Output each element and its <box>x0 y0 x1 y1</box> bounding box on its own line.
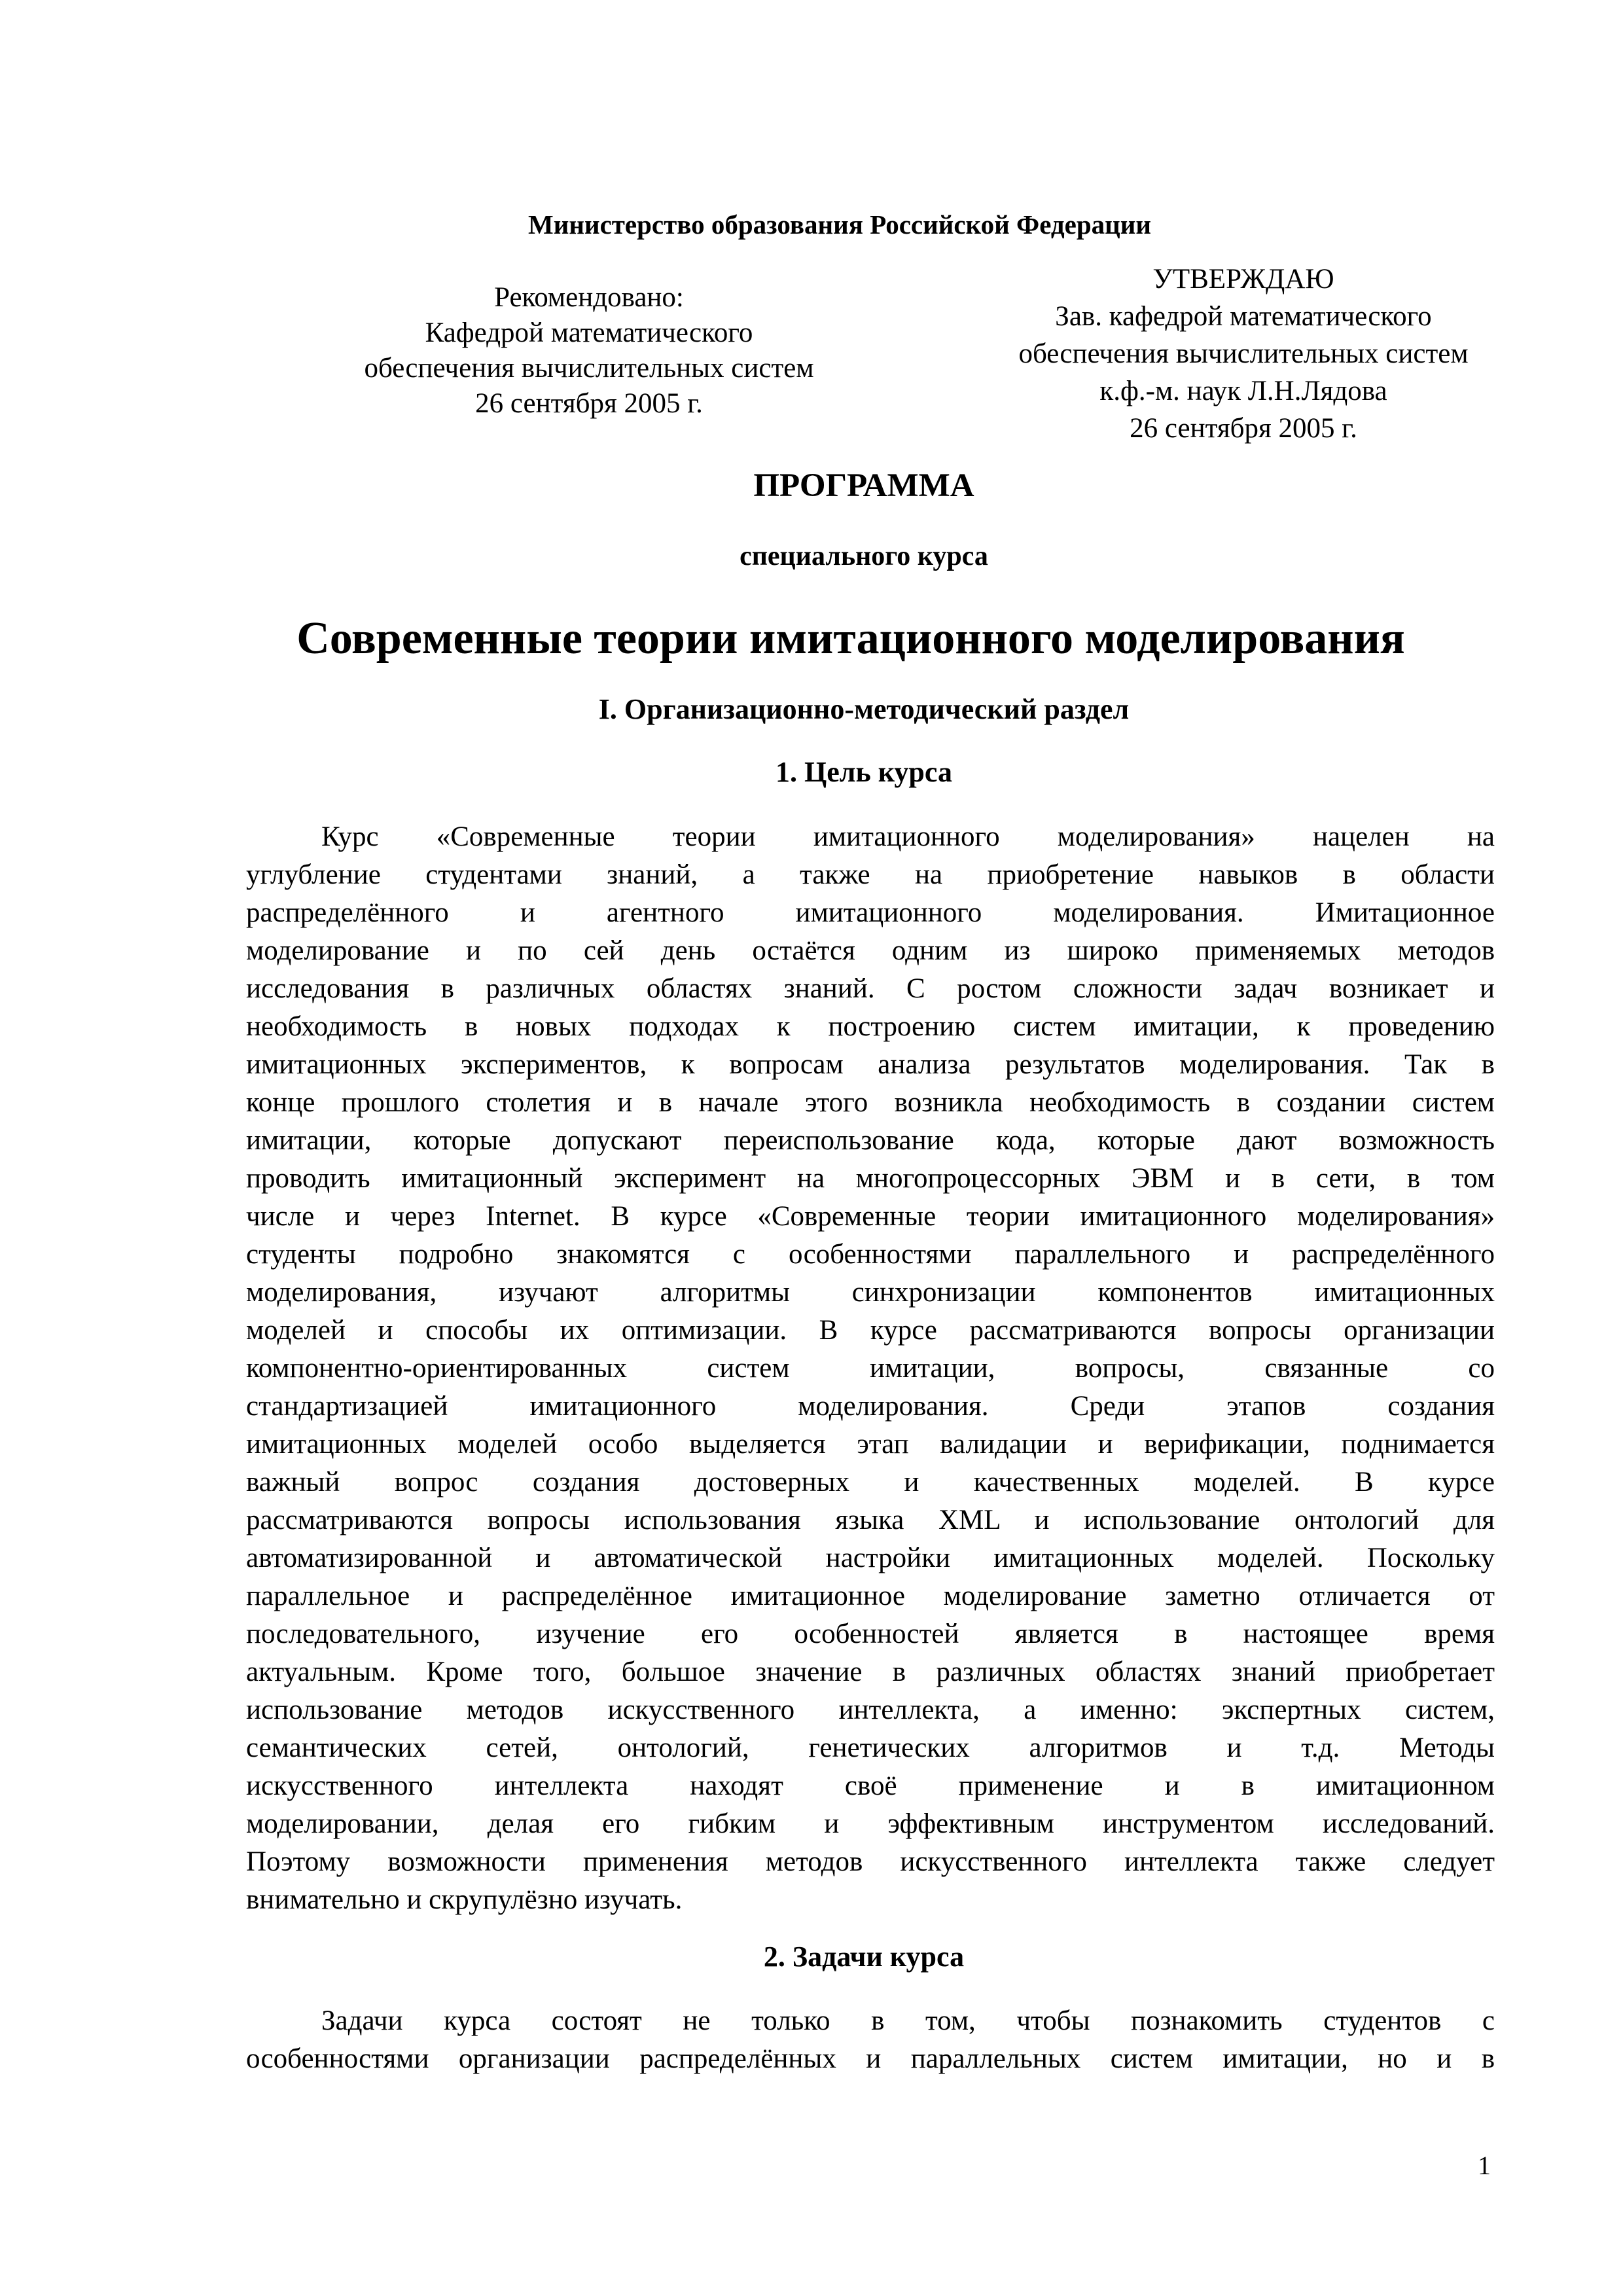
paragraph-line: моделей и способы их оптимизации. В курсе рассматриваются вопросы организации <box>246 1315 1495 1346</box>
paragraph-line: параллельное и распределённое имитационное моделирование заметно отличается от <box>246 1581 1495 1611</box>
page-number: 1 <box>1478 2151 1491 2180</box>
paragraph-line: стандартизацией имитационного моделирования. Среди этапов создания <box>246 1391 1495 1422</box>
paragraph-line: проводить имитационный эксперимент на многопроцессорных ЭВМ и в сети, в том <box>246 1163 1495 1194</box>
paragraph-line: Поэтому возможности применения методов искусственного интеллекта также следует <box>246 1846 1495 1877</box>
paragraph-line: конце прошлого столетия и в начале этого возникла необходимость в создании систем <box>246 1087 1495 1118</box>
recommended-line: Рекомендовано: <box>494 282 684 313</box>
course-name: Современные теории имитационного моделирования <box>296 613 1405 664</box>
paragraph-line: имитационных экспериментов, к вопросам анализа результатов моделирования. Так в <box>246 1049 1495 1080</box>
approved-block <box>942 260 1544 447</box>
paragraph-line: особенностями организации распределённых и параллельных систем имитации, но и в <box>246 2043 1495 2074</box>
program-title: ПРОГРАММА <box>753 467 974 504</box>
paragraph-line: моделирования, изучают алгоритмы синхронизации компонентов имитационных <box>246 1277 1495 1308</box>
approved-line: 26 сентября 2005 г. <box>1130 413 1357 444</box>
paragraph-line: последовательного, изучение его особенностей является в настоящее время <box>246 1619 1495 1649</box>
paragraph-line: необходимость в новых подходах к построению систем имитации, к проведению <box>246 1011 1495 1042</box>
goal-heading: 1. Цель курса <box>776 756 952 788</box>
approved-line: обеспечения вычислительных систем <box>1018 338 1469 369</box>
approved-line: Зав. кафедрой математического <box>1055 301 1432 332</box>
paragraph-line: моделирование и по сей день остаётся одним из широко применяемых методов <box>246 935 1495 966</box>
recommended-line: 26 сентября 2005 г. <box>475 388 703 419</box>
paragraph-line: Задачи курса состоят не только в том, чтобы познакомить студентов с <box>321 2005 1495 2036</box>
recommended-line: обеспечения вычислительных систем <box>364 353 814 384</box>
paragraph-line: рассматриваются вопросы использования языка XML и использование онтологий для <box>246 1505 1495 1535</box>
recommended-block <box>288 280 890 422</box>
paragraph-line: актуальным. Кроме того, большое значение в различных областях знаний приобретает <box>246 1657 1495 1687</box>
paragraph-line: числе и через Internet. В курсе «Современные теории имитационного моделирования» <box>246 1201 1495 1232</box>
course-kind: специального курса <box>740 541 988 571</box>
approved-line: УТВЕРЖДАЮ <box>1152 264 1334 295</box>
tasks-paragraph <box>246 2002 1495 2078</box>
section-title: I. Организационно-методический раздел <box>598 693 1130 725</box>
goal-paragraph <box>246 818 1495 1919</box>
paragraph-line: автоматизированной и автоматической настройки имитационных моделей. Поскольку <box>246 1543 1495 1573</box>
paragraph-line: искусственного интеллекта находят своё применение и в имитационном <box>246 1770 1495 1801</box>
paragraph-line: распределённого и агентного имитационного моделирования. Имитационное <box>246 897 1495 928</box>
paragraph-line: важный вопрос создания достоверных и качественных моделей. В курсе <box>246 1467 1495 1498</box>
tasks-heading: 2. Задачи курса <box>763 1941 965 1973</box>
paragraph-line: Курс «Современные теории имитационного моделирования» нацелен на <box>321 821 1495 852</box>
paragraph-line: семантических сетей, онтологий, генетических алгоритмов и т.д. Методы <box>246 1732 1495 1763</box>
paragraph-line: компонентно-ориентированных систем имитации, вопросы, связанные со <box>246 1353 1495 1384</box>
ministry-heading: Министерство образования Российской Федерации <box>528 209 1151 240</box>
paragraph-line: моделировании, делая его гибким и эффективным инструментом исследований. <box>246 1808 1495 1839</box>
paragraph-line: имитации, которые допускают переиспользование кода, которые дают возможность <box>246 1125 1495 1156</box>
approved-line: к.ф.-м. наук Л.Н.Лядова <box>1099 376 1387 406</box>
paragraph-line: использование методов искусственного интеллекта, а именно: экспертных систем, <box>246 1695 1495 1725</box>
paragraph-line: внимательно и скрупулёзно изучать. <box>246 1884 683 1915</box>
paragraph-line: студенты подробно знакомятся с особенностями параллельного и распределённого <box>246 1239 1495 1270</box>
paragraph-line: имитационных моделей особо выделяется этап валидации и верификации, поднимается <box>246 1429 1495 1460</box>
paragraph-line: исследования в различных областях знаний. С ростом сложности задач возникает и <box>246 973 1495 1004</box>
recommended-line: Кафедрой математического <box>425 317 753 348</box>
paragraph-line: углубление студентами знаний, а также на приобретение навыков в области <box>246 859 1495 890</box>
